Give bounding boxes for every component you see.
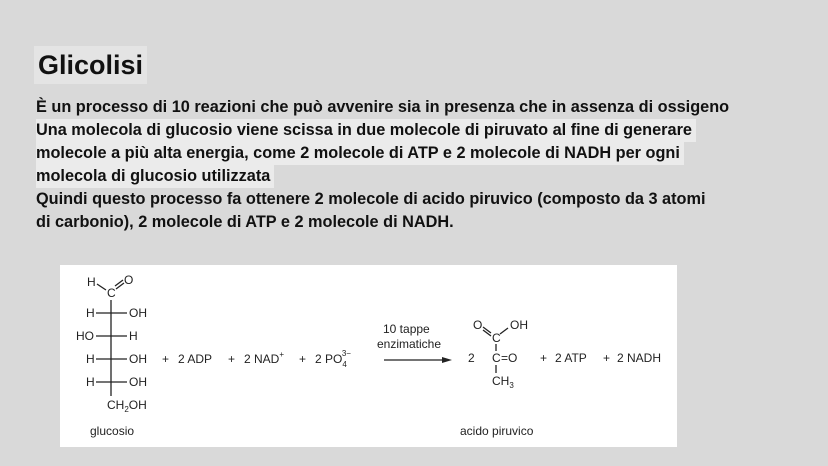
- reactant-po-sub: 4: [342, 360, 347, 369]
- body-line-1: È un processo di 10 reazioni che può avvenire sia in presenza che in assenza di ossigeno: [36, 98, 730, 116]
- glucose-bottom-sub: 2: [124, 405, 129, 414]
- product-mid-eq: =O: [501, 351, 518, 365]
- body-line-4-text: molecola di glucosio utilizzata: [36, 165, 274, 188]
- product-top-bond-o2: [483, 330, 491, 336]
- reactant-nad-text: 2 NAD: [244, 352, 280, 366]
- reaction-diagram: [60, 265, 677, 447]
- product-top-bond-o1: [483, 327, 491, 333]
- product-top-o: O: [473, 318, 483, 332]
- glucose-row4-left: H: [86, 375, 95, 389]
- reactant-adp: 2 ADP: [178, 352, 213, 366]
- product-top-oh: OH: [510, 318, 528, 332]
- product-caption: acido piruvico: [460, 424, 534, 438]
- product-top-c: C: [492, 331, 501, 345]
- glucose-row2-right: H: [129, 329, 138, 343]
- glucose-top-c: C: [107, 286, 116, 300]
- reactant-plus-2: +: [228, 352, 236, 366]
- arrow-label-bottom: enzimatiche: [377, 337, 442, 351]
- product-top-bond-oh: [500, 328, 508, 334]
- product-bottom-sub: 3: [509, 381, 514, 390]
- reactant-plus-3: +: [299, 352, 307, 366]
- product-nadh: 2 NADH: [617, 351, 662, 365]
- reactant-plus-1: +: [162, 352, 170, 366]
- glucose-bottom-oh: OH: [128, 398, 147, 412]
- product-plus-1: +: [540, 351, 548, 365]
- arrow-label-top: 10 tappe: [383, 322, 430, 336]
- slide-body: [36, 96, 816, 234]
- slide-title: Glicolisi: [34, 46, 147, 84]
- body-line-3: [36, 142, 816, 165]
- body-line-5: Quindi questo processo fa ottenere 2 molecole di acido piruvico (composto da 3 atomi: [36, 190, 706, 208]
- glucose-caption: glucosio: [90, 424, 135, 438]
- glucose-top-o: O: [124, 273, 134, 287]
- product-plus-2: +: [603, 351, 611, 365]
- glucose-row2-left: HO: [76, 329, 94, 343]
- product-atp: 2 ATP: [555, 351, 587, 365]
- body-line-2-text: Una molecola di glucosio viene scissa in due molecole di piruvato al fine di generare: [36, 119, 696, 142]
- product-bottom: [492, 374, 514, 390]
- body-line-3-text: molecole a più alta energia, come 2 molecole di ATP e 2 molecole di NADH per ogni: [36, 142, 684, 165]
- product-coef: 2: [468, 351, 475, 365]
- glucose-top-h: H: [87, 275, 96, 289]
- glucose-row3-right: OH: [129, 352, 147, 366]
- reactant-nad-sup: +: [279, 350, 285, 359]
- glucose-top-bond-h: [97, 284, 106, 290]
- glucose-bottom-ch: CH: [107, 398, 125, 412]
- reactant-po-sup: 3−: [341, 349, 351, 358]
- product-mid-c: C: [492, 351, 501, 365]
- glucose-row1-right: OH: [129, 306, 147, 320]
- glucose-row1-left: H: [86, 306, 95, 320]
- reaction-figure: [60, 265, 677, 447]
- glucose-row4-right: OH: [129, 375, 147, 389]
- reactant-po-text: 2 PO: [315, 352, 343, 366]
- reactant-po: [315, 349, 351, 369]
- body-line-4: [36, 165, 816, 188]
- glucose-row3-left: H: [86, 352, 95, 366]
- product-bottom-ch: CH: [492, 374, 510, 388]
- body-line-6: di carbonio), 2 molecole di ATP e 2 molecole di NADH.: [36, 213, 454, 231]
- reaction-arrow-head: [442, 357, 452, 363]
- reactant-nad: [244, 350, 284, 366]
- glucose-bottom: [107, 398, 147, 414]
- body-line-2: [36, 119, 816, 142]
